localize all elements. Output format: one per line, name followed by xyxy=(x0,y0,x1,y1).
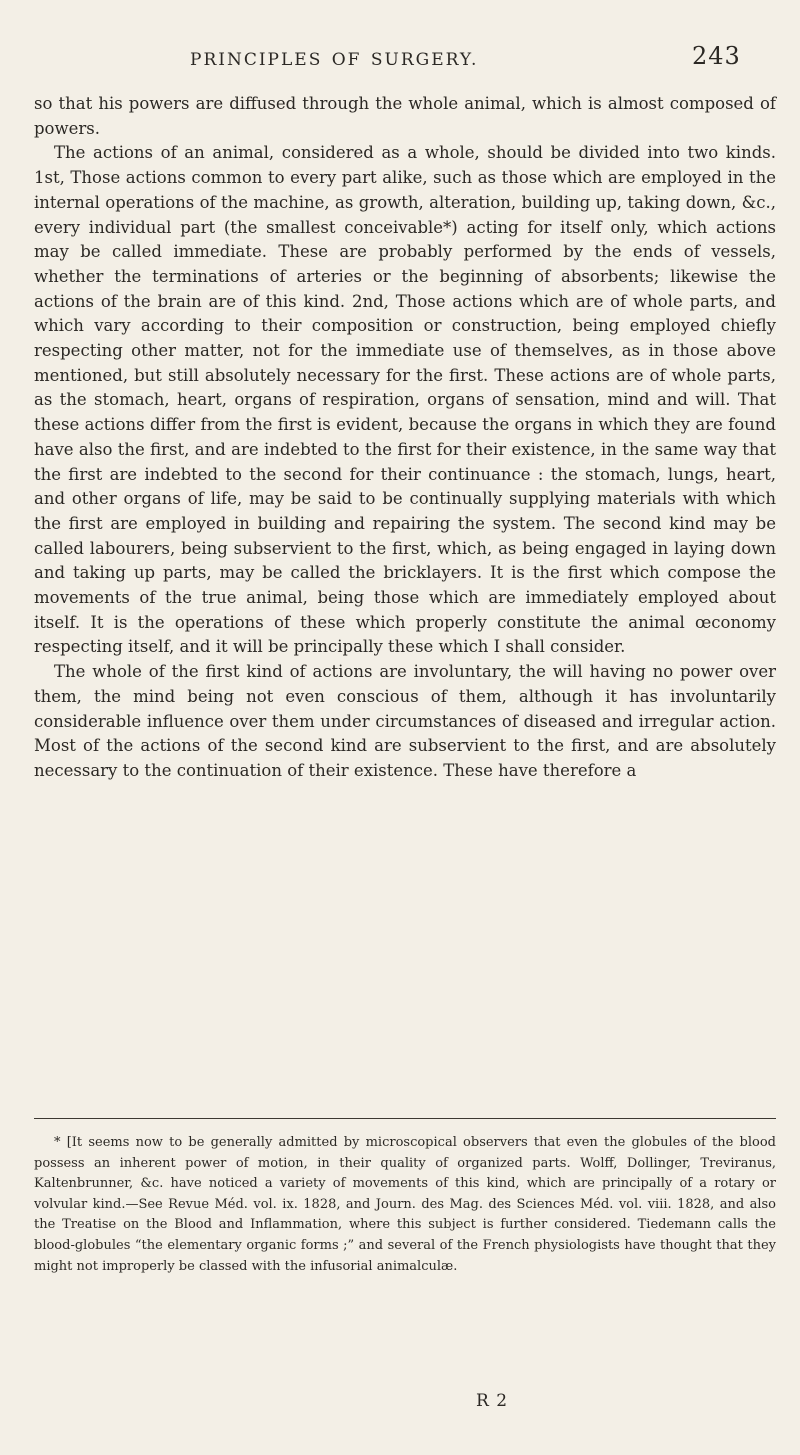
footnote xyxy=(34,1133,776,1277)
body-text xyxy=(34,92,776,784)
footnote-divider xyxy=(34,1118,776,1119)
running-head: PRINCIPLES OF SURGERY. xyxy=(190,50,479,70)
page-number: 243 xyxy=(692,42,741,70)
paragraph-involuntary-actions: The whole of the first kind of actions are involuntary, the will having no power over them, the mind being not even conscious of them, although it has involuntarily considerable influence over them under circumstances of diseased and irregular action. Most of the actions of the second kind are subservient to the first, and are absolutely necessary to the continuation of their existence. These have therefore a xyxy=(34,662,776,780)
paragraph-continuation: so that his powers are diffused through the whole animal, which is almost composed of powers. xyxy=(34,94,776,138)
signature-mark: R 2 xyxy=(476,1391,509,1411)
footnote-text: * [It seems now to be generally admitted by microscopical observers that even the globules of the blood possess an inherent power of motion, in their quality of organized parts. Wolff, Dollinger, Treviranus, Kaltenbrunner, &c. have noticed a variety of movements of this kind, which are principally of a rotary or volvular kind.—See Revue Méd. vol. ix. 1828, and Journ. des Mag. des Sciences Méd. vol. viii. 1828, and also the Treatise on the Blood and Inflammation, where this subject is further considered. Tiedemann calls the blood-globules “the elementary organic forms ;” and several of the French physiologists have thought that they might not improperly be classed with the infusorial animalculæ. xyxy=(34,1135,776,1274)
paragraph-actions-of-animal: The actions of an animal, considered as a whole, should be divided into two kinds. 1st, Those actions common to every part alike, such as those which are employed in the internal operations of the machine, as growth, alteration, building up, taking down, &c., every individual part (the smallest conceivable*) acting for itself only, which actions may be called immediate. These are probably performed by the ends of vessels, whether the terminations of arteries or the beginning of absorbents; likewise the actions of the brain are of this kind. 2nd, Those actions which are of whole parts, and which vary according to their composition or construction, being employed chiefly respecting other matter, not for the immediate use of themselves, as in those above mentioned, but still absolutely necessary for the first. These actions are of whole parts, as the stomach, heart, organs of respiration, organs of sensation, mind and will. That these actions differ from the first is evident, because the organs in which they are found have also the first, and are indebted to the first for their existence, in the same way that the first are indebted to the second for their continuance : the stomach, lungs, heart, and other organs of life, may be said to be continually supplying materials with which the first are employed in building and repairing the system. The second kind may be called labourers, being subservient to the first, which, as being engaged in laying down and taking up parts, may be called the bricklayers. It is the first which compose the movements of the true animal, being those which are immediately employed about itself. It is the operations of these which properly constitute the animal œconomy respecting itself, and it will be principally these which I shall consider. xyxy=(34,143,776,657)
